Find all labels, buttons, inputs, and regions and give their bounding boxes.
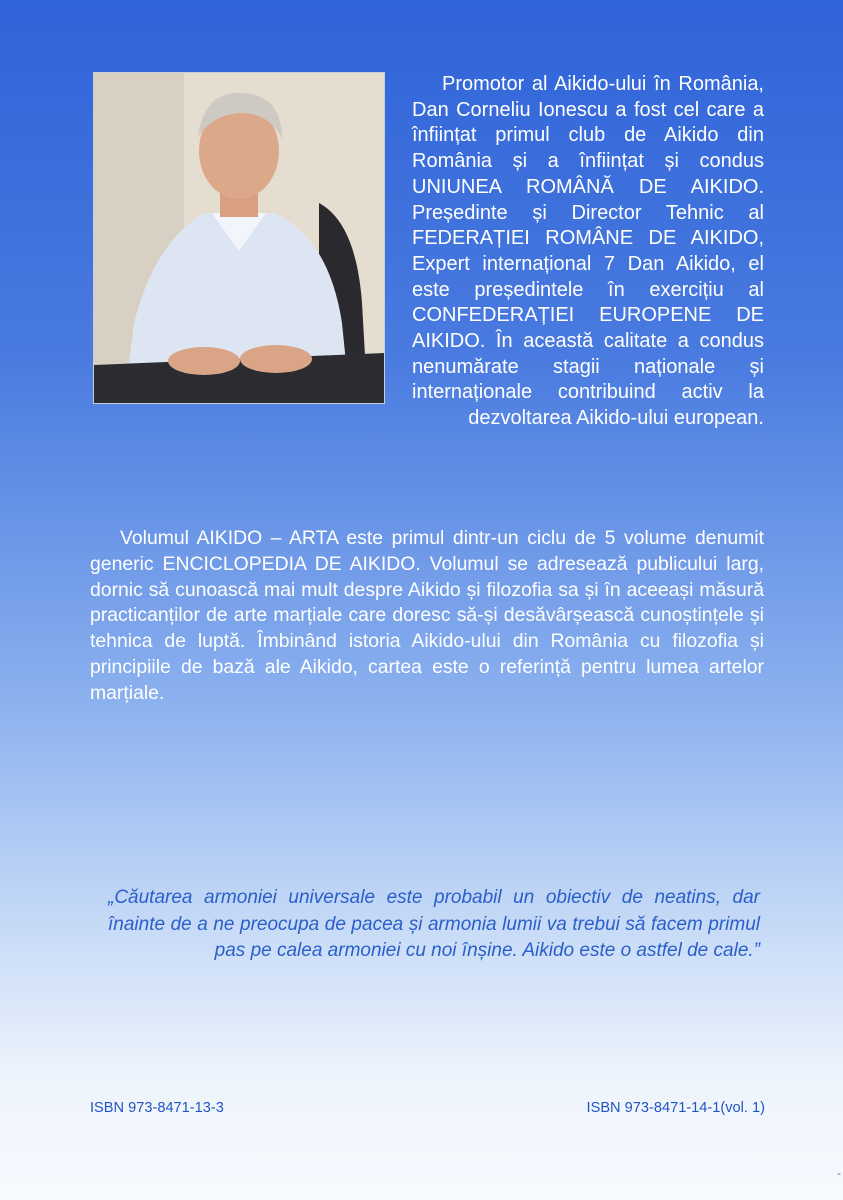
author-photo: [93, 72, 385, 404]
edge-mark-decoration: -: [837, 1166, 841, 1180]
book-quote: „Căutarea armoniei universale este probabil un obiectiv de neatins, dar înainte de a ne preocupa de pacea și armonia lumii va trebui să facem primul pas pe calea armoniei cu noi înșine. Aikido este o astfel de cale.”: [108, 887, 760, 962]
author-biography-text: Promotor al Aikido-ului în România, Dan Corneliu Ionescu a fost cel care a înființat primul club de Aikido din România și a înființat și condus UNIUNEA ROMÂNĂ DE AIKIDO. Președinte și Director Tehnic al FEDERAȚIEI ROMÂNE DE AIKIDO, Expert internațional 7 Dan Aikido, el este președintele în exercițiu al CONFEDERAȚIEI EUROPENE DE AIKIDO. În această calitate a condus nenumărate stagii naționale și internaționale contribuind activ la dezvoltarea Aikido-ului european.: [412, 73, 764, 430]
isbn-right: ISBN 973-8471-14-1(vol. 1): [586, 1100, 765, 1116]
book-description-text: Volumul AIKIDO – ARTA este primul dintr-un ciclu de 5 volume denumit generic ENCICLOPEDIA DE AIKIDO. Volumul se adresează publicului larg, dornic să cunoască mai mult despre Aikido și filozofia sa și în aceeași măsură practicanților de arte marțiale care doresc să-și desăvârșească cunoștințele și tehnica de luptă. Îmbinând istoria Aikido-ului din România cu filozofia și principiile de bază ale Aikido, cartea este o referință pentru lumea artelor marțiale.: [90, 527, 764, 704]
author-portrait-illustration: [94, 73, 384, 403]
author-biography: [412, 72, 764, 432]
book-description: [90, 526, 764, 707]
isbn-left: ISBN 973-8471-13-3: [90, 1100, 224, 1116]
